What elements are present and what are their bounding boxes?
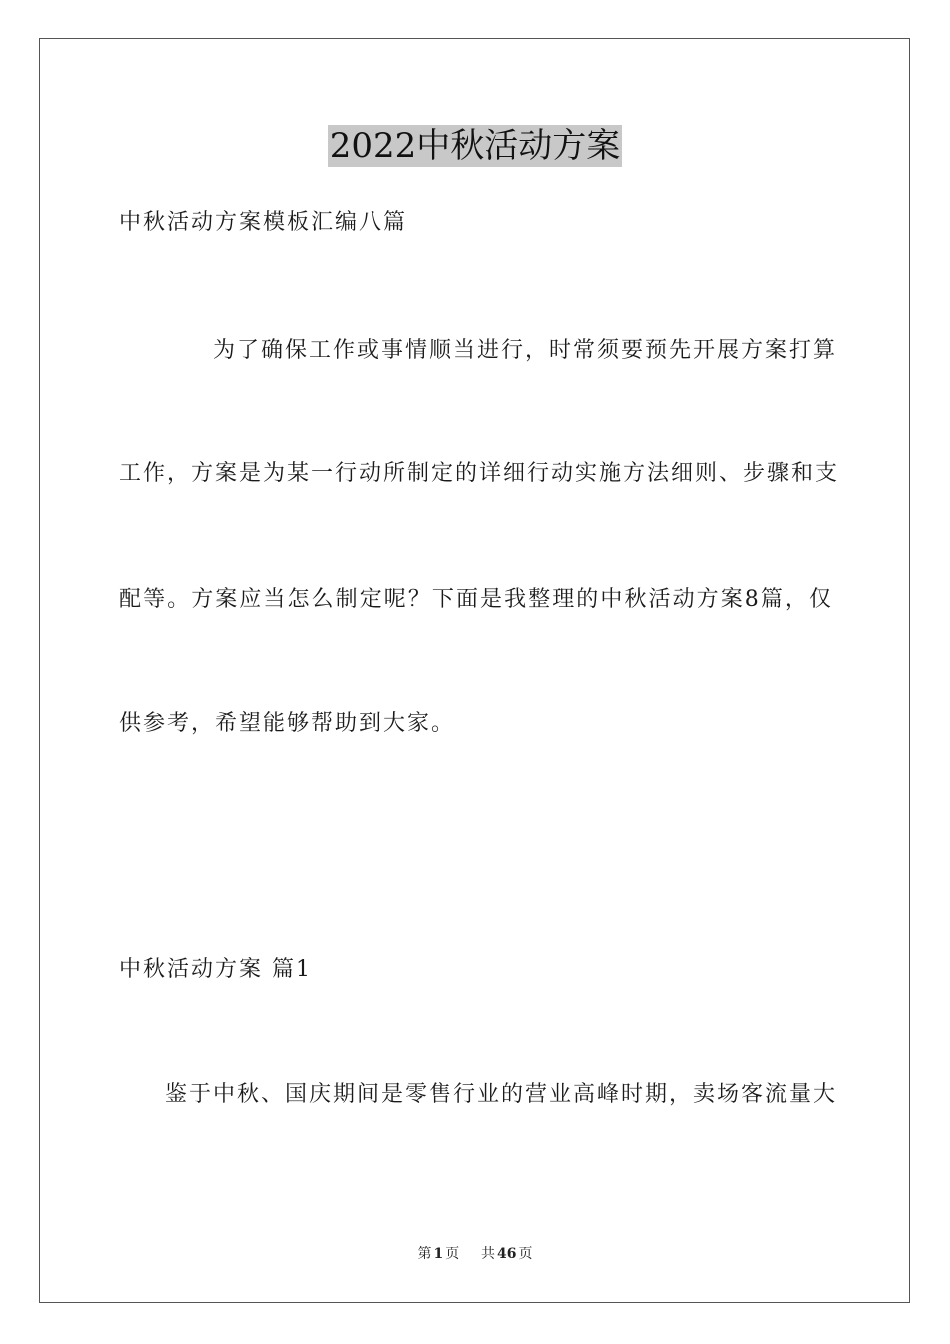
intro-line-3: 配等。方案应当怎么制定呢？下面是我整理的中秋活动方案8篇，仅 [119,587,833,612]
section-heading: 中秋活动方案 篇1 [119,957,312,982]
title-container [0,125,950,167]
page-prefix: 第 [417,1246,432,1262]
document-title: 2022中秋活动方案 [329,126,621,166]
total-prefix: 共 [481,1246,496,1262]
intro-line-4: 供参考，希望能够帮助到大家。 [119,711,456,736]
intro-line-1: 为了确保工作或事情顺当进行，时常须要预先开展方案打算 [213,338,838,363]
page-footer [0,1244,950,1264]
section-line-1: 鉴于中秋、国庆期间是零售行业的营业高峰时期，卖场客流量大 [165,1082,838,1107]
page-number: 1 [433,1246,444,1262]
document-subtitle: 中秋活动方案模板汇编八篇 [119,210,408,235]
total-suffix: 页 [518,1246,533,1262]
intro-line-2: 工作，方案是为某一行动所制定的详细行动实施方法细则、步骤和支 [119,461,840,486]
page-suffix: 页 [445,1246,460,1262]
total-pages: 46 [497,1246,517,1262]
